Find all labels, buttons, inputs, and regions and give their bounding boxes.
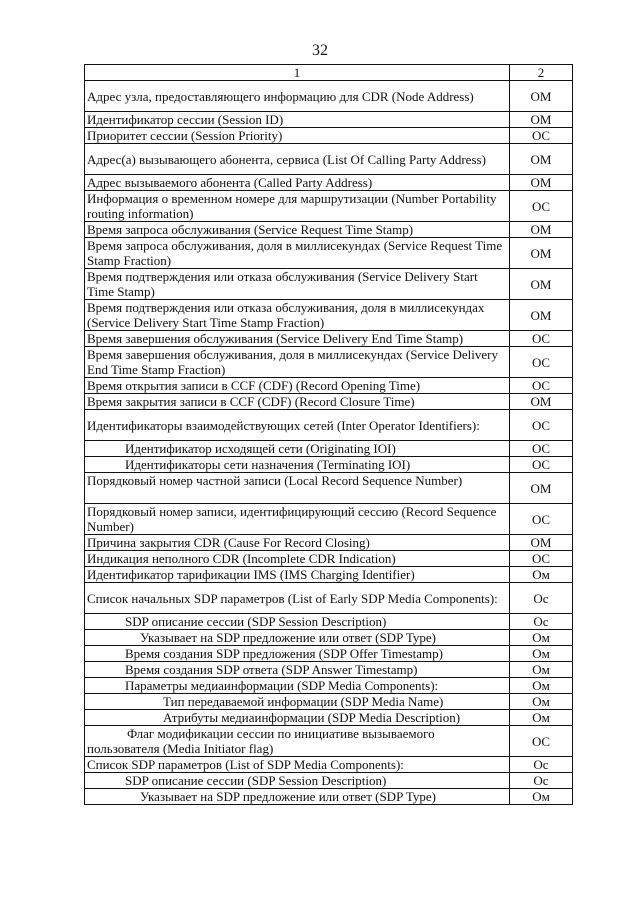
parameter-code: OC [510, 347, 573, 378]
parameter-code: OM [510, 300, 573, 331]
parameter-description: Индикация неполного CDR (Incomplete CDR Indication) [85, 551, 510, 567]
parameter-description: Адрес узла, предоставляющего информацию для CDR (Node Address) [85, 81, 510, 112]
table-row [85, 144, 573, 175]
table-row [85, 630, 573, 646]
parameter-description: SDP описание сессии (SDP Session Description) [85, 614, 510, 630]
parameter-description: Порядковый номер записи, идентифицирующий сессию (Record Sequence Number) [85, 504, 510, 535]
parameter-code: OC [510, 551, 573, 567]
table-row [85, 347, 573, 378]
parameter-description: Указывает на SDP предложение или ответ (SDP Type) [85, 630, 510, 646]
table-row [85, 757, 573, 773]
parameter-code: Ом [510, 789, 573, 805]
parameter-description: Идентификатор исходящей сети (Originating IOI) [85, 441, 510, 457]
parameter-description: Информация о временном номере для маршрутизации (Number Portability routing information) [85, 191, 510, 222]
parameter-description: Адрес вызываемого абонента (Called Party Address) [85, 175, 510, 191]
parameter-code: OM [510, 535, 573, 551]
table-row [85, 678, 573, 694]
parameter-code: OC [510, 331, 573, 347]
parameter-code: Oc [510, 614, 573, 630]
table-row [85, 441, 573, 457]
column-header-2: 2 [510, 65, 573, 81]
table-row [85, 269, 573, 300]
parameter-description: Время завершения обслуживания (Service Delivery End Time Stamp) [85, 331, 510, 347]
table-row [85, 662, 573, 678]
table-row [85, 175, 573, 191]
table-row [85, 457, 573, 473]
table-row [85, 773, 573, 789]
parameter-description: Список SDP параметров (List of SDP Media Components): [85, 757, 510, 773]
parameter-code: Oc [510, 583, 573, 614]
cdr-parameters-table [84, 64, 573, 805]
table-row [85, 551, 573, 567]
parameter-description: Время создания SDP предложения (SDP Offer Timestamp) [85, 646, 510, 662]
table-row [85, 238, 573, 269]
parameter-description: SDP описание сессии (SDP Session Description) [85, 773, 510, 789]
parameter-code: Ом [510, 630, 573, 646]
table-row [85, 473, 573, 504]
table-row [85, 614, 573, 630]
table-row [85, 535, 573, 551]
parameter-code: Oc [510, 773, 573, 789]
parameter-description: Идентификаторы сети назначения (Terminating IOI) [85, 457, 510, 473]
parameter-description: Атрибуты медиаинформации (SDP Media Description) [85, 710, 510, 726]
parameter-code: OC [510, 191, 573, 222]
parameter-description: Причина закрытия CDR (Cause For Record Closing) [85, 535, 510, 551]
parameter-description: Время открытия записи в CCF (CDF) (Record Opening Time) [85, 378, 510, 394]
parameter-code: OM [510, 112, 573, 128]
table-row [85, 504, 573, 535]
table-row [85, 789, 573, 805]
parameter-code: Oc [510, 757, 573, 773]
parameter-code: Ом [510, 710, 573, 726]
parameter-description: Время закрытия записи в CCF (CDF) (Record Closure Time) [85, 394, 510, 410]
table-row [85, 410, 573, 441]
table-row [85, 222, 573, 238]
parameter-code: OC [510, 441, 573, 457]
table-row [85, 81, 573, 112]
parameter-description: Параметры медиаинформации (SDP Media Components): [85, 678, 510, 694]
parameter-code: OC [510, 457, 573, 473]
table-row [85, 583, 573, 614]
table-header-row [85, 65, 573, 81]
parameter-description: Время создания SDP ответа (SDP Answer Timestamp) [85, 662, 510, 678]
parameter-description: Время запроса обслуживания, доля в миллисекундах (Service Request Time Stamp Fraction) [85, 238, 510, 269]
parameter-code: OM [510, 81, 573, 112]
parameter-code: OC [510, 410, 573, 441]
table-row [85, 112, 573, 128]
parameter-description: Идентификатор тарификации IMS (IMS Charging Identifier) [85, 567, 510, 583]
parameter-code: OM [510, 175, 573, 191]
parameter-code: OM [510, 144, 573, 175]
parameter-description: Время подтверждения или отказа обслуживания (Service Delivery Start Time Stamp) [85, 269, 510, 300]
parameter-code: OM [510, 269, 573, 300]
table-row [85, 394, 573, 410]
parameter-code: Ом [510, 678, 573, 694]
parameter-description: Приоритет сессии (Session Priority) [85, 128, 510, 144]
parameter-description: Флаг модификации сессии по инициативе вызываемого пользователя (Media Initiator flag) [85, 726, 510, 757]
parameter-description: Время подтверждения или отказа обслуживания, доля в миллисекундах (Service Delivery Start Time Stamp Fraction) [85, 300, 510, 331]
parameter-description: Тип передаваемой информации (SDP Media Name) [85, 694, 510, 710]
parameter-description: Список начальных SDP параметров (List of Early SDP Media Components): [85, 583, 510, 614]
parameter-code: OC [510, 504, 573, 535]
table-row [85, 128, 573, 144]
table-row [85, 694, 573, 710]
parameter-code: Ом [510, 694, 573, 710]
parameter-code: Ом [510, 646, 573, 662]
parameter-code: OM [510, 222, 573, 238]
column-header-1: 1 [85, 65, 510, 81]
table-row [85, 567, 573, 583]
parameter-code: Ом [510, 567, 573, 583]
parameter-code: OM [510, 394, 573, 410]
table-row [85, 726, 573, 757]
parameter-description: Указывает на SDP предложение или ответ (SDP Type) [85, 789, 510, 805]
table-row [85, 646, 573, 662]
parameter-code: OC [510, 128, 573, 144]
parameter-code: Ом [510, 662, 573, 678]
parameter-code: OM [510, 238, 573, 269]
page-number: 32 [312, 42, 328, 59]
table-row [85, 710, 573, 726]
parameter-description: Идентификатор сессии (Session ID) [85, 112, 510, 128]
parameter-description: Адрес(а) вызывающего абонента, сервиса (List Of Calling Party Address) [85, 144, 510, 175]
table-row [85, 378, 573, 394]
parameter-code: OC [510, 726, 573, 757]
parameter-description: Время завершения обслуживания, доля в миллисекундах (Service Delivery End Time Stamp Fraction) [85, 347, 510, 378]
table-row [85, 331, 573, 347]
parameter-code: OC [510, 378, 573, 394]
table-row [85, 191, 573, 222]
parameter-description: Порядковый номер частной записи (Local Record Sequence Number) [85, 473, 510, 504]
table-row [85, 300, 573, 331]
parameter-code: OM [510, 473, 573, 504]
parameter-description: Время запроса обслуживания (Service Request Time Stamp) [85, 222, 510, 238]
parameter-description: Идентификаторы взаимодействующих сетей (Inter Operator Identifiers): [85, 410, 510, 441]
